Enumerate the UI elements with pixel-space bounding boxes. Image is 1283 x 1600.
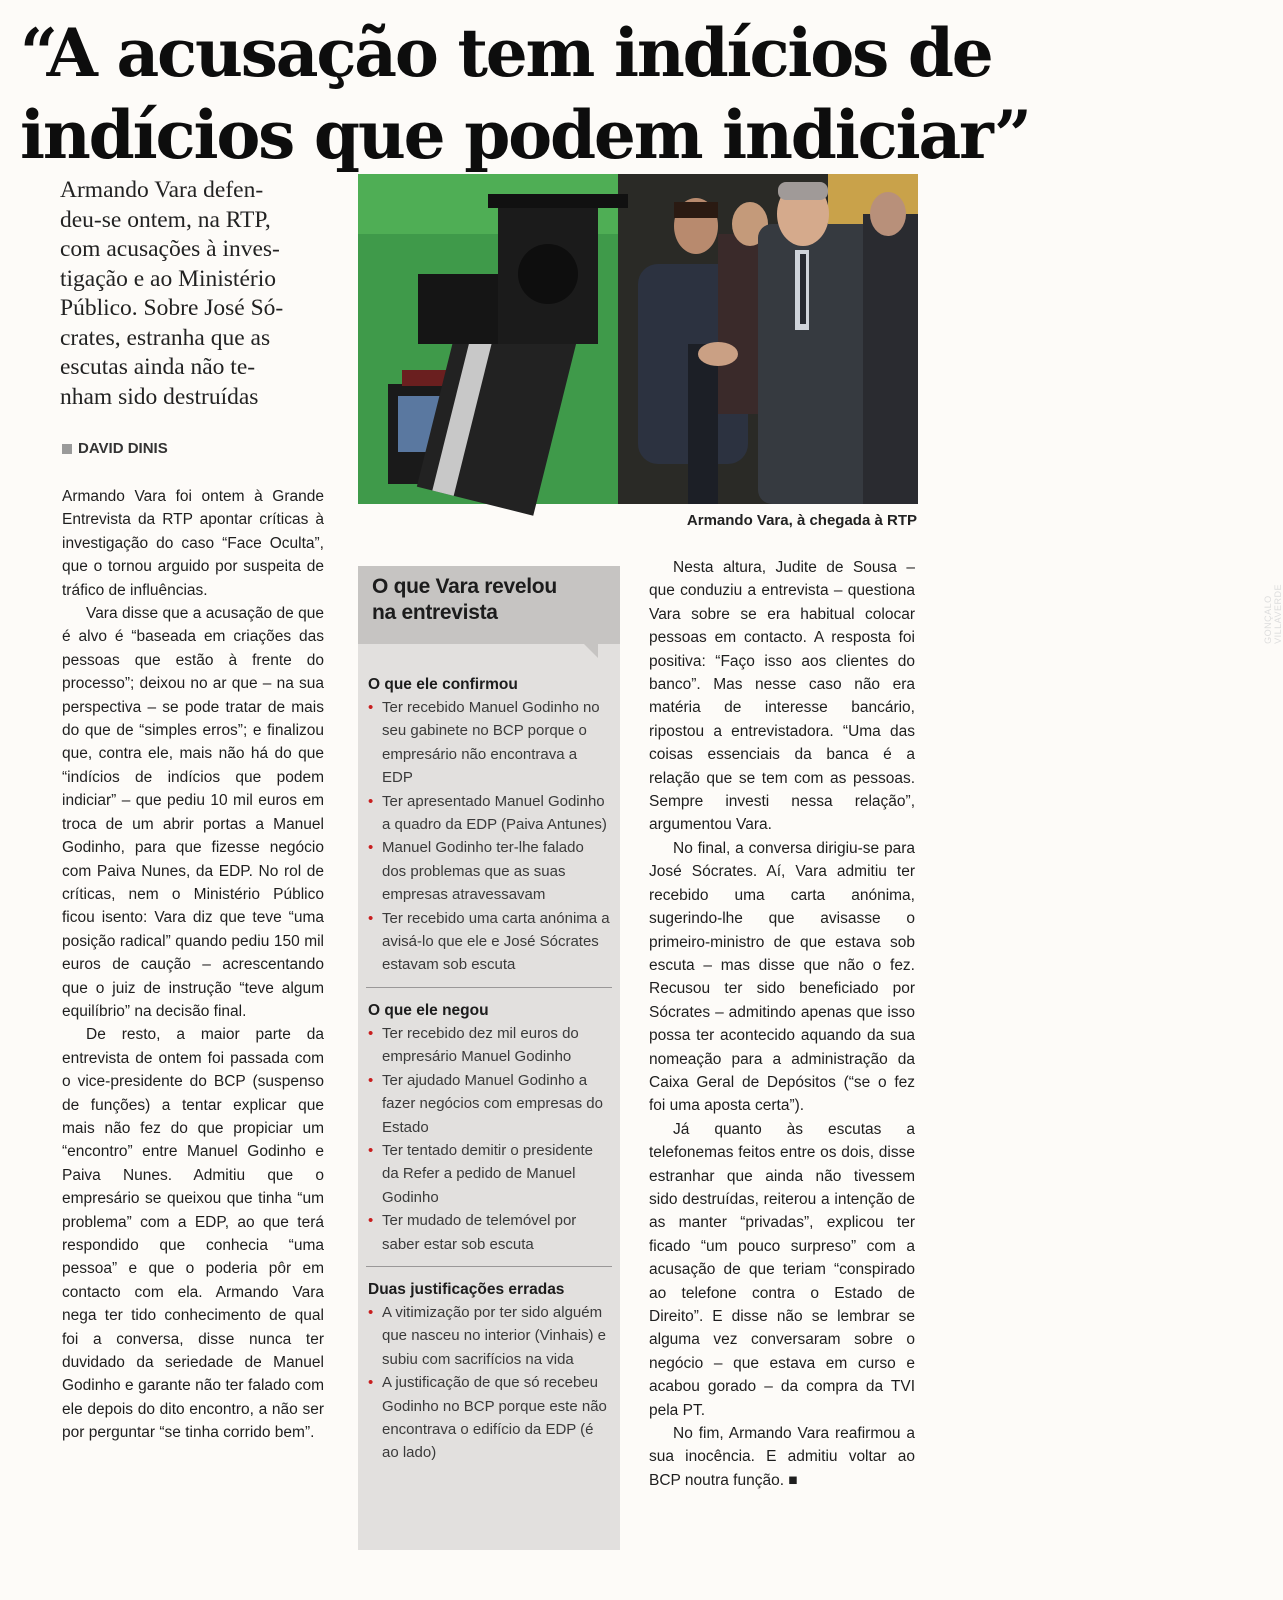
list-item bbox=[368, 1022, 612, 1069]
lead-line: deu-se ontem, na RTP, bbox=[60, 206, 271, 233]
lead-line: Público. Sobre José Só- bbox=[60, 295, 284, 321]
article-paragraph: Armando Vara foi ontem à Grande Entrevista da RTP apontar críticas à investigação do caso “Face Oculta”, que o tornou arguido por suspeita de tráfico de influências. bbox=[62, 488, 324, 599]
list-item-text: Ter recebido dez mil euros do empresário Manuel Godinho bbox=[382, 1024, 579, 1066]
sidebar-section-justifications bbox=[358, 1279, 620, 1465]
bullet-list bbox=[368, 696, 612, 977]
speech-notch-icon bbox=[584, 644, 598, 658]
article-paragraph: Já quanto às escutas a telefonemas feitos entre os dois, disse estranhar que ainda não tivessem sido destruídas, reiterou a intenção de as manter “privadas”, explicou ter ficado “um pouco surpreso” com a acusação de que teriam “conspirado ao telefone contra o Estado de Direito”. E disse não se lembrar se alguma vez conversaram sobre o negócio – que estava em curso e acabou gorado – da compra da TVI pela PT. bbox=[649, 1120, 915, 1419]
list-item bbox=[368, 1139, 612, 1209]
list-item-text: Ter ajudado Manuel Godinho a fazer negócios com empresas do Estado bbox=[382, 1071, 603, 1136]
section-heading: O que ele confirmou bbox=[368, 676, 518, 693]
lead-line: crates, estranha que as bbox=[60, 324, 271, 351]
sidebar-header bbox=[358, 566, 620, 644]
sidebar-title-line-1: O que Vara revelou bbox=[372, 575, 557, 598]
lead-line: tigação e ao Ministério bbox=[60, 265, 276, 292]
bullet-icon: • bbox=[368, 1071, 374, 1089]
photo-credit: GONÇALO VILLAVERDE bbox=[1263, 584, 1283, 644]
list-item bbox=[368, 1069, 612, 1139]
sidebar-section-denied bbox=[358, 1000, 620, 1256]
lead-line: Armando Vara defen- bbox=[60, 177, 264, 203]
bullet-icon: • bbox=[368, 1303, 374, 1321]
divider bbox=[366, 987, 612, 988]
sidebar-section-confirmed bbox=[358, 674, 620, 977]
lead-line: nham sido destruídas bbox=[60, 383, 259, 410]
list-item-text: Ter recebido uma carta anónima a avisá-lo que ele e José Sócrates estavam sob escuta bbox=[382, 909, 610, 974]
divider bbox=[366, 1266, 612, 1267]
byline bbox=[62, 440, 168, 457]
article-paragraph: De resto, a maior parte da entrevista de ontem foi passada com o vice-presidente do BCP (suspenso de funções) a tentar explicar que mais não fez do que propiciar um “encontro” entre Manuel Godinho e Paiva Nunes. Admitiu que o empresário se queixou que tinha “um problema” com a EDP, ao que terá respondido que conhecia “uma pessoa” e que o poderia pôr em contacto com ela. Armando Vara nega ter tido conhecimento de qual foi a conversa, disse nunca ter duvidado da seriedade de Manuel Godinho e garante não ter falado com ele depois do dito encontro, a não ser por perguntar “se tinha corrido bem”. bbox=[62, 1026, 324, 1442]
lead-paragraph bbox=[60, 176, 350, 412]
sidebar-title-line-2: na entrevista bbox=[372, 601, 498, 624]
sidebar-title bbox=[372, 574, 606, 626]
bullet-list bbox=[368, 1301, 612, 1465]
list-item bbox=[368, 1371, 612, 1465]
headline-line-2: indícios que podem indiciar” bbox=[20, 96, 1030, 174]
list-item-text: Manuel Godinho ter-lhe falado dos problemas que as suas empresas atravessavam bbox=[382, 839, 584, 904]
bullet-icon: • bbox=[368, 909, 374, 927]
bullet-icon: • bbox=[368, 1212, 374, 1230]
article-paragraph: Nesta altura, Judite de Sousa – que conduziu a entrevista – questiona Vara sobre se era habitual colocar pessoas em contacto. A resposta foi positiva: “Faço isso aos clientes do banco”. Mas nesse caso não era matéria de interesse bancário, ripostou a entrevistadora. “Uma das coisas essenciais da banca é a relação que se tem com as pessoas. Sempre investi nessa relação”, argumentou Vara. bbox=[649, 559, 915, 834]
sidebar-box bbox=[358, 566, 620, 1550]
article-paragraph: No fim, Armando Vara reafirmou a sua inocência. E admitiu voltar ao BCP noutra função. ■ bbox=[649, 1425, 915, 1489]
list-item bbox=[368, 1209, 612, 1256]
list-item bbox=[368, 907, 612, 977]
bullet-icon: • bbox=[368, 1374, 374, 1392]
list-item-text: Ter apresentado Manuel Godinho a quadro da EDP (Paiva Antunes) bbox=[382, 792, 607, 834]
article-column-1 bbox=[62, 485, 324, 1445]
article-paragraph: Vara disse que a acusação de que é alvo é “baseada em criações das pessoas que estão à frente do processo”; deixou no ar que – na sua perspectiva – se pode tratar de mais do que de “simples erros”; e finalizou que, contra ele, mais não há do que “indícios de indícios que podem indiciar” – que pediu 10 mil euros em troca de um abrir portas a Manuel Godinho, para que fizesse negócio com Paiva Nunes, da EDP. No rol de críticas, nem o Ministério Público ficou isento: Vara diz que teve “uma posição radical” quando pediu 150 mil euros de caução – acrescentando que o juiz de instrução “teve algum equilíbrio” na decisão final. bbox=[62, 605, 324, 1020]
list-item bbox=[368, 790, 612, 837]
list-item-text: Ter mudado de telemóvel por saber estar sob escuta bbox=[382, 1212, 577, 1253]
section-heading: O que ele negou bbox=[368, 1001, 489, 1019]
article-paragraph: No final, a conversa dirigiu-se para José Sócrates. Aí, Vara admitiu ter recebido uma carta anónima, sugerindo-lhe que avisasse o primeiro-ministro de que estava sob escuta – mas disse que não o fez. Recusou ter sido beneficiado por Sócrates – admitindo apenas que isso possa ter acontecido aquando da sua nomeação para a administração da Caixa Geral de Depósitos (“se o fez foi uma aposta certa”). bbox=[649, 839, 915, 1115]
photo-caption: Armando Vara, à chegada à RTP bbox=[686, 512, 917, 529]
tv-studio-photo-illustration bbox=[358, 174, 918, 504]
lead-line: com acusações à inves- bbox=[60, 236, 280, 262]
author-name: DAVID DINIS bbox=[78, 440, 168, 457]
list-item-text: A justificação de que só recebeu Godinho no BCP porque este não encontrava o edifício da EDP (é ao lado) bbox=[382, 1374, 607, 1462]
list-item bbox=[368, 696, 612, 790]
headline-line-1: “A acusação tem indícios de bbox=[20, 14, 992, 92]
byline-square-icon bbox=[62, 444, 72, 454]
bullet-list bbox=[368, 1022, 612, 1256]
bullet-icon: • bbox=[368, 839, 374, 857]
list-item-text: Ter recebido Manuel Godinho no seu gabinete no BCP porque o empresário não encontrava a EDP bbox=[382, 699, 600, 787]
bullet-icon: • bbox=[368, 792, 374, 810]
list-item bbox=[368, 1301, 612, 1371]
lead-line: escutas ainda não te- bbox=[60, 354, 256, 380]
bullet-icon: • bbox=[368, 1024, 374, 1042]
list-item bbox=[368, 836, 612, 906]
list-item-text: A vitimização por ter sido alguém que nasceu no interior (Vinhais) e subiu com sacrifícios na vida bbox=[382, 1303, 607, 1368]
list-item-text: Ter tentado demitir o presidente da Refer a pedido de Manuel Godinho bbox=[382, 1141, 593, 1206]
bullet-icon: • bbox=[368, 1141, 374, 1159]
article-column-3 bbox=[649, 556, 915, 1492]
headline bbox=[20, 12, 1050, 176]
section-heading: Duas justificações erradas bbox=[368, 1280, 565, 1298]
bullet-icon: • bbox=[368, 699, 374, 716]
